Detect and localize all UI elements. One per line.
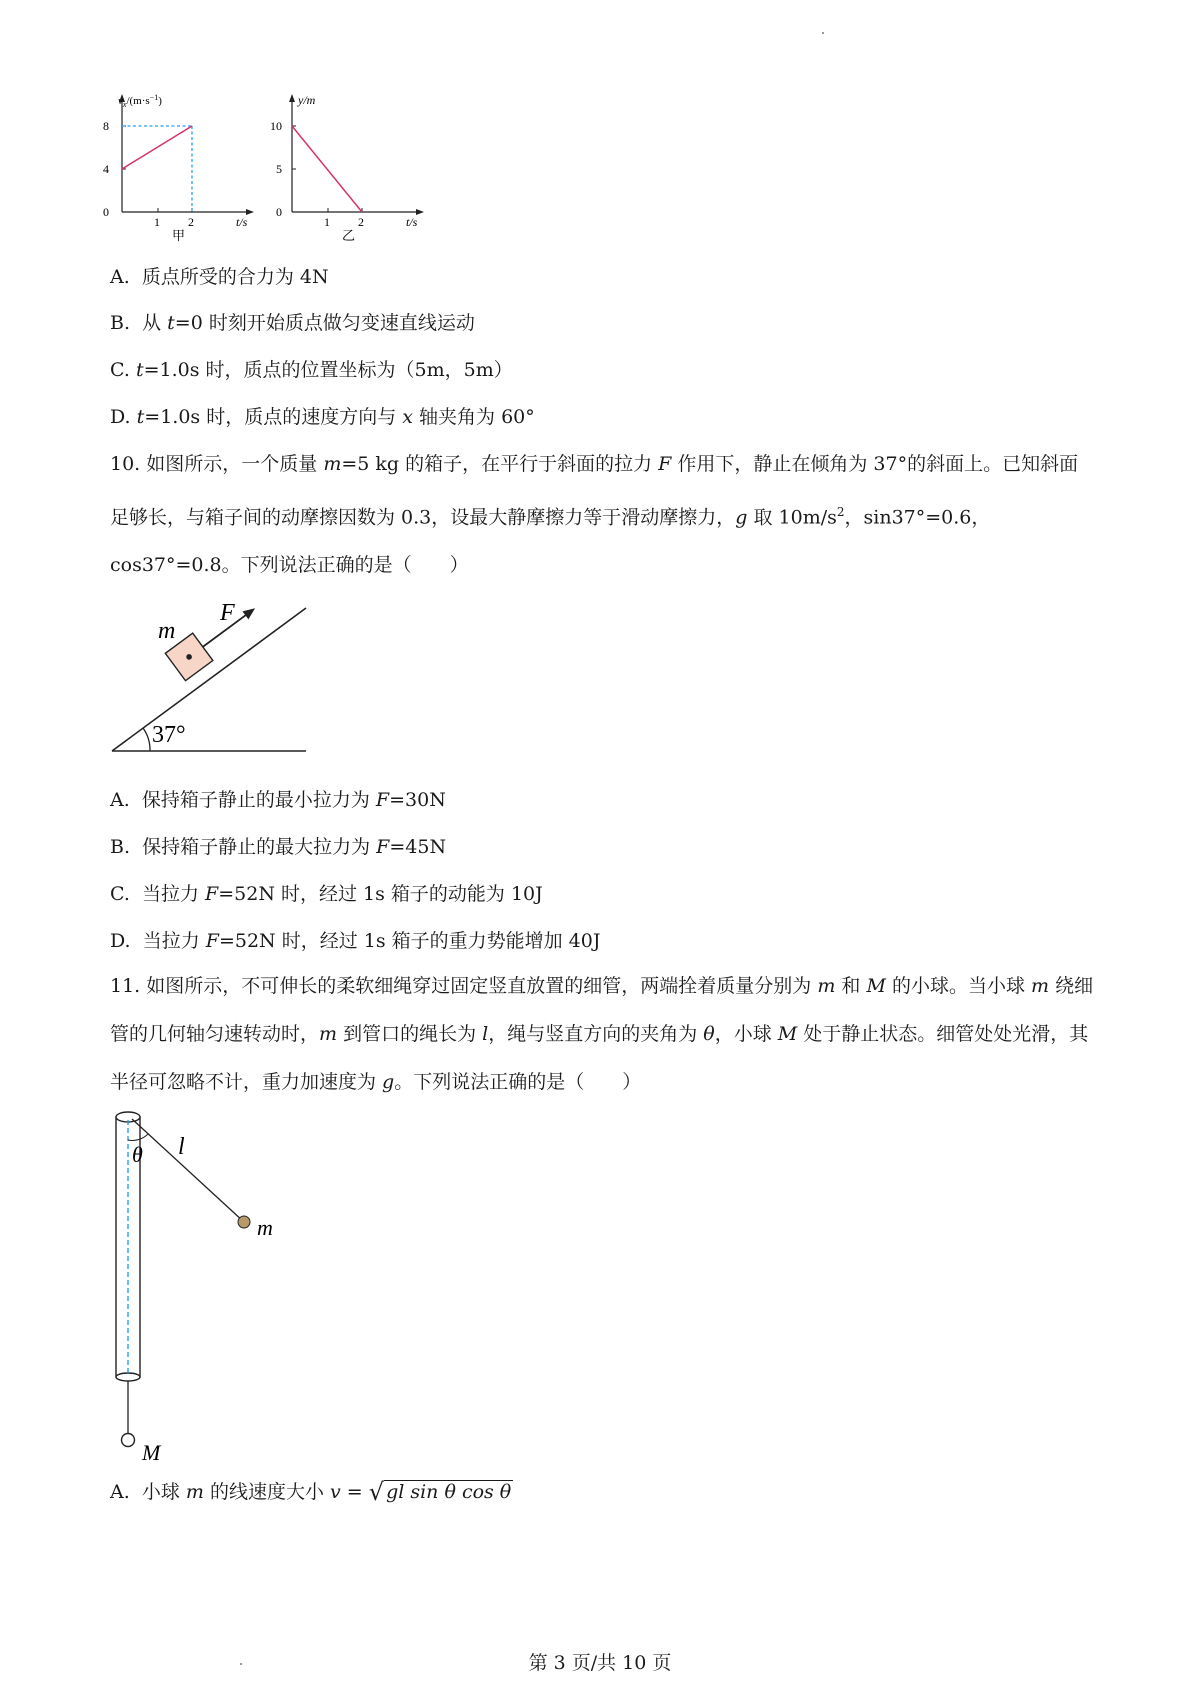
formula xyxy=(330,1478,513,1506)
stem-text: ，sin37°=0.6，cos37°=0.8。下列说法正确的是（ ） xyxy=(110,506,991,577)
option-text: 保持箱子静止的最大拉力为 xyxy=(142,836,377,858)
var-m: m xyxy=(319,1023,338,1045)
q9-option-b[interactable] xyxy=(110,310,475,336)
q11-stem xyxy=(110,962,1095,1106)
stem-text: ，小球 xyxy=(714,1023,778,1045)
graph-jia-series-line xyxy=(122,126,192,169)
superscript: 2 xyxy=(836,505,845,519)
option-label: A. xyxy=(110,266,130,288)
option-label: B. xyxy=(110,312,131,334)
graph-jia-xtick-label-1: 1 xyxy=(154,215,160,229)
graph-jia-ytick-label-8: 8 xyxy=(103,119,109,133)
graph-jia-xlabel: t/s xyxy=(236,215,248,229)
graph-yi-ytick-label-10: 10 xyxy=(270,119,282,133)
graph-jia-ylabel: $v_x/(m\cdot s^{-1})$ xyxy=(118,93,162,109)
mass-label: m xyxy=(158,618,176,644)
graph-yi-ytick-label-0: 0 xyxy=(276,205,282,219)
graph-jia-ytick-label-0: 0 xyxy=(103,205,109,219)
option-text: =0 时刻开始质点做匀变速直线运动 xyxy=(174,312,475,334)
q10-incline-figure xyxy=(108,598,318,758)
option-text-2: =30N xyxy=(389,789,446,811)
page-footer: 第 3 页/共 10 页 xyxy=(528,1652,672,1674)
stem-text: 。下列说法正确的是（ ） xyxy=(394,1071,642,1093)
stem-text: 如图所示，一个质量 xyxy=(146,453,324,475)
option-text-2: =52N 时，经过 1s 箱子的重力势能增加 40J xyxy=(218,930,601,952)
tube-bottom xyxy=(116,1373,140,1381)
scan-dot xyxy=(822,32,824,34)
option-text-pre: 从 xyxy=(142,312,168,334)
option-label: A. xyxy=(110,1481,130,1503)
q9-option-d[interactable] xyxy=(110,404,535,430)
option-text: 质点所受的合力为 4N xyxy=(141,266,329,288)
var-F: F xyxy=(376,836,390,858)
graph-yi-xtick-label-1: 1 xyxy=(324,215,330,229)
m-label: m xyxy=(257,1215,273,1240)
q10-option-c[interactable] xyxy=(110,881,543,907)
var-m: m xyxy=(185,1481,204,1503)
option-label: C. xyxy=(110,883,130,905)
var-F: F xyxy=(205,930,219,952)
var-M: M xyxy=(777,1023,798,1045)
graph-jia-ytick-label-4: 4 xyxy=(103,162,109,176)
angle-arc xyxy=(143,728,150,751)
question-number: 10. xyxy=(110,453,141,475)
option-text-2: =52N 时，经过 1s 箱子的动能为 10J xyxy=(218,883,543,905)
option-label: D. xyxy=(110,406,131,428)
option-text: 当拉力 xyxy=(142,930,206,952)
M-label: M xyxy=(142,1440,161,1465)
var-l: l xyxy=(482,1023,489,1045)
q9-option-c[interactable] xyxy=(110,357,513,383)
sqrt-sign: √ xyxy=(368,1478,385,1506)
graph-yi-xtick-label-2: 2 xyxy=(358,215,364,229)
var-M: M xyxy=(866,975,886,997)
option-text-2: 轴夹角为 60° xyxy=(412,406,535,428)
var-theta: θ xyxy=(703,1023,715,1045)
var-g: g xyxy=(735,506,748,529)
option-text: 保持箱子静止的最小拉力为 xyxy=(141,789,376,811)
option-label: D. xyxy=(110,930,131,952)
stem-text: 和 xyxy=(835,975,867,997)
var-m: m xyxy=(817,975,836,997)
formula-lhs: v = xyxy=(330,1481,363,1503)
var-x: x xyxy=(402,406,413,428)
option-text-2: 的线速度大小 xyxy=(203,1481,331,1503)
q11-option-a[interactable] xyxy=(110,1476,513,1508)
var-m: m xyxy=(1031,975,1050,997)
option-label: C. xyxy=(110,359,130,381)
graph-jia-xtick-label-2: 2 xyxy=(188,215,194,229)
angle-label: 37° xyxy=(152,722,186,748)
stem-text: 处于静止状态。细管处处光滑，其半径可忽略不计，重力加速度为 xyxy=(110,1023,1089,1093)
option-label: B. xyxy=(110,836,131,858)
graph-jia-caption: 甲 xyxy=(172,228,186,242)
q10-option-a[interactable] xyxy=(110,787,446,813)
var-F: F xyxy=(205,883,219,905)
graph-yi-xlabel: t/s xyxy=(406,215,418,229)
graph-yi-caption: 乙 xyxy=(342,228,356,242)
q11-tube-figure xyxy=(104,1110,304,1465)
graph-jia xyxy=(100,92,270,242)
option-text-2: =45N xyxy=(389,836,447,858)
stem-text: 取 10m/s xyxy=(747,506,837,529)
force-label: F xyxy=(220,600,235,626)
stem-text: 作用下，静止在倾角为 37°的斜面上。已知斜面足够长，与箱子间的动摩擦因数为 0.3，设最大静摩擦力等于滑动摩擦力， xyxy=(110,453,1079,529)
theta-label: θ xyxy=(132,1142,143,1167)
q10-stem xyxy=(110,440,1095,589)
option-label: A. xyxy=(110,789,130,811)
graph-yi-ylabel: y/m xyxy=(298,93,316,107)
var-F: F xyxy=(375,789,390,811)
option-text: 小球 xyxy=(141,1481,186,1503)
ball-m xyxy=(238,1216,250,1228)
option-text: 当拉力 xyxy=(142,883,206,905)
box xyxy=(165,598,265,681)
stem-text: 的小球。当小球 xyxy=(885,975,1031,997)
stem-text: 如图所示，不可伸长的柔软细绳穿过固定竖直放置的细管，两端拴着质量分别为 xyxy=(146,975,818,997)
var-t: t xyxy=(167,312,175,334)
incline-line xyxy=(112,608,306,751)
ball-M xyxy=(122,1434,135,1447)
graph-yi-ytick-label-5: 5 xyxy=(276,162,282,176)
option-text: =1.0s 时，质点的位置坐标为（5m，5m） xyxy=(143,359,513,381)
stem-text: 绕细管的几何轴匀速转动时， xyxy=(110,975,1094,1045)
string-to-m xyxy=(132,1119,244,1222)
stem-text: 到管口的绳长为 xyxy=(337,1023,483,1045)
l-label: l xyxy=(178,1134,185,1160)
graph-yi-y-arrow xyxy=(289,94,295,102)
var-g: g xyxy=(382,1071,395,1093)
var-t: t xyxy=(135,359,144,381)
var-t: t xyxy=(136,406,145,428)
stem-text: ，绳与竖直方向的夹角为 xyxy=(488,1023,704,1045)
q9-option-a[interactable] xyxy=(110,264,329,290)
formula-radicand: gl sin θ cos θ xyxy=(386,1481,512,1503)
var-F: F xyxy=(658,453,672,475)
option-text: =1.0s 时，质点的速度方向与 xyxy=(144,406,403,428)
graph-yi-series-line xyxy=(292,126,362,212)
stem-text: =5 kg 的箱子，在平行于斜面的拉力 xyxy=(341,453,659,475)
force-arrowhead xyxy=(242,604,258,619)
q10-option-b[interactable] xyxy=(110,834,446,860)
graph-yi xyxy=(270,92,440,242)
var-m: m xyxy=(323,453,342,475)
question-number: 11. xyxy=(110,975,141,997)
q10-option-d[interactable] xyxy=(110,928,600,954)
